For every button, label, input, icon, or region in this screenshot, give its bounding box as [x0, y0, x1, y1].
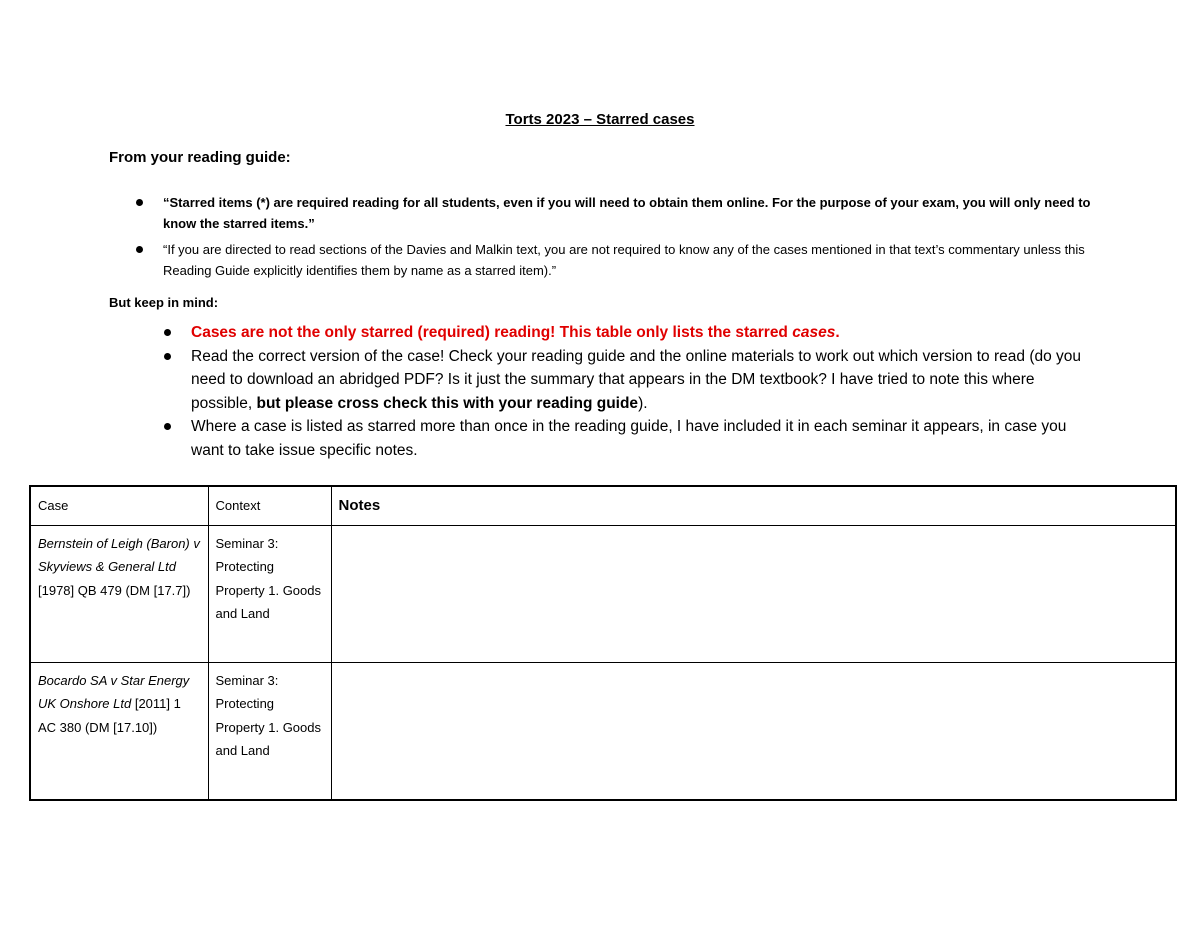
reminder-item [191, 321, 1096, 345]
keep-in-mind-heading: But keep in mind: [109, 295, 219, 310]
bullet-icon [136, 246, 143, 253]
case-cell [30, 663, 208, 801]
intro-heading: From your reading guide: [109, 149, 291, 166]
header-context: Context [208, 486, 331, 526]
bullet-icon [164, 353, 171, 360]
table-header-row [30, 486, 1176, 526]
case-cell [30, 526, 208, 663]
guide-quote-item [163, 240, 1093, 281]
notes-cell[interactable] [331, 526, 1176, 663]
case-name: Bocardo SA v Star Energy UK Onshore Ltd [38, 673, 190, 712]
reminder-text [191, 324, 840, 341]
reminder-text-bold: but please cross check this with your reading guide [256, 394, 639, 412]
reminder-text-end: . [835, 324, 840, 341]
guide-quote-text: “Starred items (*) are required reading for all students, even if you will need to obtain them online. For the purpose of your exam, you will only need to know the starred items.” [163, 195, 1091, 231]
document-title: Torts 2023 – Starred cases [505, 111, 695, 128]
reminder-text: Where a case is listed as starred more than once in the reading guide, I have included it in each seminar it appears, in case you want to take issue specific notes. [191, 418, 1067, 459]
starred-cases-table [29, 485, 1177, 801]
header-notes: Notes [331, 486, 1176, 526]
guide-quote-list [163, 193, 1093, 287]
case-citation: [1978] QB 479 (DM [17.7]) [38, 582, 191, 598]
reminder-text [191, 348, 1081, 412]
reminder-item [191, 415, 1096, 462]
reminder-item [191, 345, 1096, 416]
guide-quote-text: “If you are directed to read sections of the Davies and Malkin text, you are not required to know any of the cases mentioned in that text’s commentary unless this Reading Guide explicitly identifies them by name as a starred item).” [163, 242, 1085, 278]
table-row [30, 663, 1176, 801]
context-cell: Seminar 3: Protecting Property 1. Goods and Land [208, 526, 331, 663]
case-citation: [2011] 1 AC 380 (DM [17.10]) [38, 696, 181, 735]
bullet-icon [136, 199, 143, 206]
reminder-text-main: Cases are not the only starred (required) reading! This table only lists the starred [191, 324, 793, 341]
bullet-icon [164, 423, 171, 430]
reminder-list [191, 321, 1096, 462]
header-case: Case [30, 486, 208, 526]
notes-cell[interactable] [331, 663, 1176, 801]
guide-quote-item [163, 193, 1093, 234]
reminder-text-main: Read the correct version of the case! Check your reading guide and the online materials to work out which version to read (do you need to download an abridged PDF? Is it just the summary that appears in the DM textbook? I have tried to note this where possible, [191, 347, 1082, 412]
bullet-icon [164, 329, 171, 336]
reminder-text-emphasis: cases [792, 324, 836, 341]
case-name: Bernstein of Leigh (Baron) v Skyviews & General Ltd [38, 536, 200, 575]
table-row [30, 526, 1176, 663]
reminder-text-end: ). [638, 394, 648, 412]
context-cell: Seminar 3: Protecting Property 1. Goods and Land [208, 663, 331, 801]
